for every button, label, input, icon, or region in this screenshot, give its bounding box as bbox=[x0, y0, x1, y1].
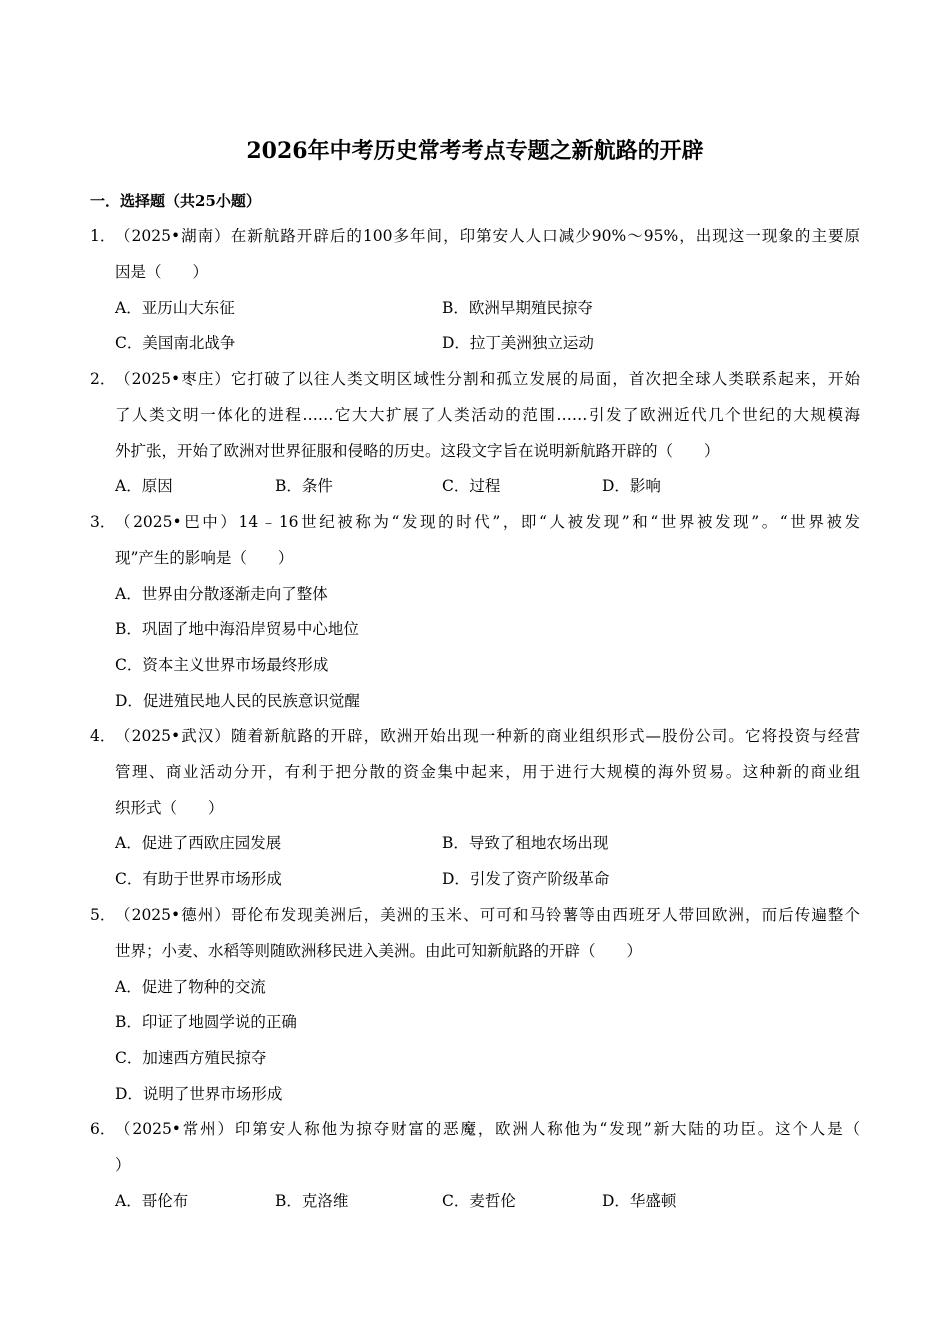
question-text-cont: 了人类文明一体化的进程……它大大扩展了人类活动的范围……引发了欧洲近代几个世纪的大规模海 bbox=[115, 405, 860, 424]
option-c[interactable]: C．美国南北战争 bbox=[115, 334, 236, 353]
option-row bbox=[90, 826, 860, 862]
option-c[interactable]: C．过程 bbox=[442, 477, 501, 496]
option-b[interactable]: B．印证了地圆学说的正确 bbox=[115, 1013, 297, 1032]
option-b[interactable]: B．导致了租地农场出现 bbox=[442, 834, 609, 853]
option-c[interactable]: C．加速西方殖民掠夺 bbox=[115, 1049, 267, 1068]
option-a[interactable]: A．亚历山大东征 bbox=[115, 298, 235, 317]
question-4 bbox=[90, 719, 860, 898]
option-d[interactable]: D．影响 bbox=[602, 477, 661, 496]
option-d[interactable]: D．引发了资产阶级革命 bbox=[442, 870, 610, 889]
option-row bbox=[90, 862, 860, 898]
question-number: 5． bbox=[90, 906, 116, 924]
question-text-cont: 因是（ ） bbox=[115, 262, 209, 281]
question-3 bbox=[90, 505, 860, 720]
option-c[interactable]: C．有助于世界市场形成 bbox=[115, 870, 282, 889]
option-d[interactable]: D．说明了世界市场形成 bbox=[115, 1084, 283, 1103]
question-text-cont: 外扩张，开始了欧洲对世界征服和侵略的历史。这段文字旨在说明新航路开辟的（ ） bbox=[115, 441, 720, 460]
option-d[interactable]: D．促进殖民地人民的民族意识觉醒 bbox=[115, 691, 360, 710]
question-6 bbox=[90, 1112, 860, 1219]
option-row bbox=[90, 326, 860, 362]
question-text-cont: 管理、商业活动分开，有利于把分散的资金集中起来，用于进行大规模的海外贸易。这种新的商业组 bbox=[115, 762, 860, 781]
question-number: 2． bbox=[90, 370, 116, 388]
option-b[interactable]: B．条件 bbox=[275, 477, 333, 496]
option-row bbox=[90, 291, 860, 327]
question-text-cont: ） bbox=[115, 1155, 131, 1174]
question-text: （2025•武汉）随着新航路的开辟，欧洲开始出现一种新的商业组织形式—股份公司。它将投资与经营 bbox=[115, 727, 860, 745]
option-row bbox=[90, 1184, 860, 1220]
option-c[interactable]: C．麦哲伦 bbox=[442, 1191, 516, 1210]
option-d[interactable]: D．拉丁美洲独立运动 bbox=[442, 334, 594, 353]
option-a[interactable]: A．哥伦布 bbox=[115, 1191, 189, 1210]
question-text-cont: 现”产生的影响是（ ） bbox=[115, 548, 294, 567]
question-text: （2025•常州）印第安人称他为掠夺财富的恶魔，欧洲人称他为“发现”新大陆的功臣。这个人是（ bbox=[115, 1120, 860, 1138]
question-text: （2025•湖南）在新航路开辟后的100多年间，印第安人人口减少90%～95%，出现这一现象的主要原 bbox=[115, 227, 860, 245]
question-2 bbox=[90, 362, 860, 505]
page-title: 2026年中考历史常考考点专题之新航路的开辟 bbox=[246, 138, 704, 164]
question-text-cont: 织形式（ ） bbox=[115, 798, 224, 817]
question-number: 3． bbox=[90, 513, 116, 531]
question-text: （2025•德州）哥伦布发现美洲后，美洲的玉米、可可和马铃薯等由西班牙人带回欧洲，而后传遍整个 bbox=[115, 906, 860, 924]
question-5 bbox=[90, 898, 860, 1113]
option-b[interactable]: B．欧洲早期殖民掠夺 bbox=[442, 298, 593, 317]
option-row bbox=[90, 469, 860, 505]
question-text: （2025•巴中）14﹣16世纪被称为“发现的时代”，即“人被发现”和“世界被发现”。“世界被发 bbox=[115, 513, 860, 531]
question-number: 4． bbox=[90, 727, 116, 745]
option-c[interactable]: C．资本主义世界市场最终形成 bbox=[115, 656, 329, 675]
question-number: 1． bbox=[90, 227, 116, 245]
question-text: （2025•枣庄）它打破了以往人类文明区域性分割和孤立发展的局面，首次把全球人类联系起来，开始 bbox=[115, 370, 860, 388]
option-a[interactable]: A．促进了西欧庄园发展 bbox=[115, 834, 282, 853]
option-b[interactable]: B．克洛维 bbox=[275, 1191, 349, 1210]
question-1 bbox=[90, 219, 860, 362]
option-a[interactable]: A．促进了物种的交流 bbox=[115, 977, 266, 996]
option-a[interactable]: A．世界由分散逐渐走向了整体 bbox=[115, 584, 328, 603]
question-number: 6． bbox=[90, 1120, 116, 1138]
option-a[interactable]: A．原因 bbox=[115, 477, 173, 496]
option-d[interactable]: D．华盛顿 bbox=[602, 1191, 677, 1210]
question-text-cont: 世界；小麦、水稻等则随欧洲移民进入美洲。由此可知新航路的开辟（ ） bbox=[115, 941, 643, 960]
section-heading: 一．选择题（共25小题） bbox=[90, 192, 261, 210]
option-b[interactable]: B．巩固了地中海沿岸贸易中心地位 bbox=[115, 620, 359, 639]
